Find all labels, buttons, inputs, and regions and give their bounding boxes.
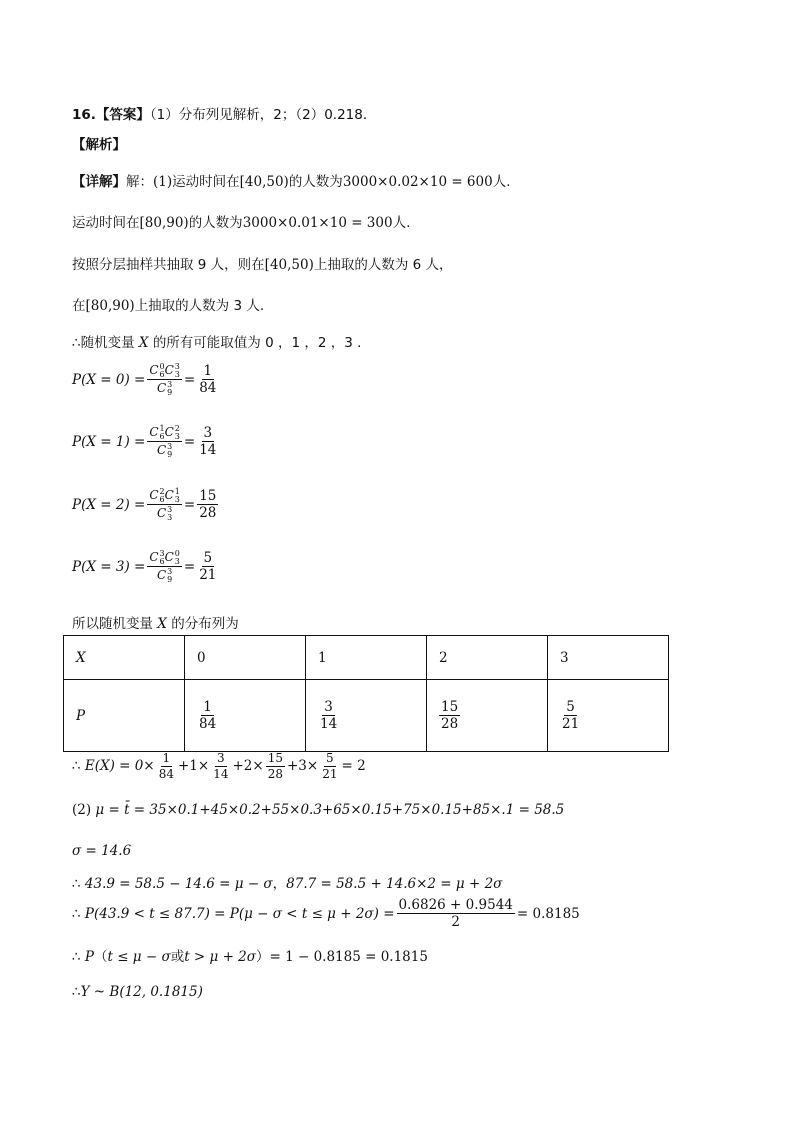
therefore-symbol: ∴ bbox=[72, 876, 81, 892]
table-cell: 1 bbox=[306, 636, 427, 680]
therefore-symbol: ∴ bbox=[72, 984, 81, 1000]
table-cell: $\frac{3}{14}$ bbox=[306, 680, 427, 752]
part2-line bbox=[72, 802, 564, 818]
line5-text-2: 的所有可能取值为 0 ，1 ，2 ，3 . bbox=[152, 335, 362, 351]
interval-40-50: [40,50) bbox=[264, 257, 314, 273]
table-cell: $\frac{5}{21}$ bbox=[548, 680, 669, 752]
prob-lhs: P(X = 3) = bbox=[72, 558, 146, 575]
calc-300: 3000×0.01×10 = 300 bbox=[242, 215, 393, 231]
line4-text-1: 在 bbox=[72, 298, 86, 314]
equals: = bbox=[183, 496, 196, 513]
distribution-intro bbox=[72, 612, 239, 632]
part1-marker: (1) bbox=[153, 174, 173, 190]
comb-fraction: C 0 6 C 3 3 C 3 9 bbox=[149, 362, 180, 397]
analysis-label: 【解析】 bbox=[72, 137, 126, 153]
detail-text-3: 人. bbox=[492, 174, 511, 190]
interval-80-90: [80,90) bbox=[139, 215, 189, 231]
line2-text-3: 人. bbox=[392, 215, 411, 231]
table-cell: $\frac{15}{28}$ bbox=[427, 680, 548, 752]
result-fraction: $\frac{15}{28}$ bbox=[199, 488, 217, 522]
table-cell: 0 bbox=[185, 636, 306, 680]
prob-complement-result: = 1 − 0.8185 = 0.1815 bbox=[269, 949, 428, 965]
detail-text-2: 的人数为 bbox=[288, 174, 343, 190]
detail-label: 【详解】 bbox=[72, 174, 126, 190]
prob-complement-line: ∴ P（t ≤ μ − σ或t > μ + 2σ）= 1 − 0.8185 = 0.1815 bbox=[72, 949, 428, 965]
therefore-symbol: ∴ bbox=[72, 758, 81, 775]
detail-line-3 bbox=[72, 253, 453, 273]
dist-intro-text-2: 的分布列为 bbox=[171, 616, 239, 632]
prob-interval-lhs: P(43.9 < t ≤ 87.7) = P(μ − σ < t ≤ μ + 2σ) = bbox=[84, 905, 395, 922]
upper-bound: 87.7 = 58.5 + 14.6×2 = μ + 2σ bbox=[286, 876, 503, 892]
result-fraction: $\frac{5}{21}$ bbox=[199, 550, 217, 584]
detail-text-1: 运动时间在 bbox=[172, 174, 240, 190]
line2-text-1: 运动时间在 bbox=[72, 215, 140, 231]
prob-eq-0 bbox=[72, 363, 220, 396]
line3-text-1: 按照分层抽样共抽取 9 人，则在 bbox=[72, 257, 265, 273]
prob-eq-3 bbox=[72, 550, 220, 583]
binomial-line bbox=[72, 984, 203, 1000]
equals: = bbox=[183, 558, 196, 575]
detail-prefix: 解： bbox=[126, 174, 153, 190]
equals: = bbox=[183, 433, 196, 450]
therefore-symbol: ∴ bbox=[72, 335, 81, 351]
lower-bound: 43.9 = 58.5 − 14.6 = μ − σ bbox=[84, 876, 273, 892]
detail-line-4 bbox=[72, 294, 264, 314]
line3-text-2: 上抽取的人数为 6 人， bbox=[313, 257, 453, 273]
answer-line bbox=[72, 103, 376, 123]
answer-label: 16.【答案】 bbox=[72, 107, 150, 123]
therefore-symbol: ∴ bbox=[72, 949, 81, 965]
answer-text: （1）分布列见解析，2；（2）0.218． bbox=[149, 107, 377, 123]
prob-lhs: P(X = 0) = bbox=[72, 371, 146, 388]
line5-text-1: 随机变量 bbox=[80, 335, 135, 351]
variable-x: X bbox=[138, 335, 149, 351]
result-fraction: $\frac{3}{14}$ bbox=[199, 425, 217, 459]
prob-interval-result: = 0.8185 bbox=[516, 905, 580, 922]
calc-600: 3000×0.02×10 = 600 bbox=[342, 174, 493, 190]
detail-line-1 bbox=[72, 170, 511, 190]
table-cell: $\frac{1}{84}$ bbox=[185, 680, 306, 752]
comb-fraction: C 2 6 C 1 3 C 3 3 bbox=[149, 487, 180, 522]
expectation-line: ∴ E(X) = 0× $\frac{1}{84}$ +1× $\frac{3}{14}$ +2× $\frac{15}{28}$ +3× $\frac{5}{21}$ = 2 bbox=[72, 751, 366, 781]
bounds-line: ∴ 43.9 = 58.5 − 14.6 = μ − σ，87.7 = 58.5 + 14.6×2 = μ + 2σ bbox=[72, 876, 503, 892]
distribution-table bbox=[63, 635, 669, 752]
detail-line-2 bbox=[72, 211, 410, 231]
line2-text-2: 的人数为 bbox=[188, 215, 243, 231]
prob-lhs: P(X = 2) = bbox=[72, 496, 146, 513]
mean-formula: μ = t̄ = 35×0.1+45×0.2+55×0.3+65×0.15+75×0.15+85×.1 = 58.5 bbox=[95, 802, 565, 818]
table-row bbox=[64, 636, 669, 680]
equals: = bbox=[183, 371, 196, 388]
prob-lhs: P(X = 1) = bbox=[72, 433, 146, 450]
expectation-lhs: E(X) = 0× bbox=[84, 758, 155, 775]
sigma-line: σ = 14.6 bbox=[72, 843, 132, 859]
table-cell: 3 bbox=[548, 636, 669, 680]
detail-line-5 bbox=[72, 331, 361, 351]
binomial-expression: Y ~ B(12, 0.1815) bbox=[80, 984, 203, 1000]
therefore-symbol: ∴ bbox=[72, 905, 81, 922]
interval-80-90: [80,90) bbox=[85, 298, 135, 314]
prob-eq-1 bbox=[72, 425, 220, 458]
table-cell: 2 bbox=[427, 636, 548, 680]
interval-40-50: [40,50) bbox=[239, 174, 289, 190]
table-row bbox=[64, 680, 669, 752]
dist-intro-text-1: 所以随机变量 bbox=[72, 616, 153, 632]
expectation-result: = 2 bbox=[341, 758, 366, 775]
line4-text-2: 上抽取的人数为 3 人. bbox=[134, 298, 265, 314]
comb-fraction: C 1 6 C 2 3 C 3 9 bbox=[149, 424, 180, 459]
comb-fraction: C 3 6 C 0 3 C 3 9 bbox=[149, 549, 180, 584]
prob-eq-2 bbox=[72, 488, 220, 521]
result-fraction: $\frac{1}{84}$ bbox=[199, 363, 217, 397]
variable-x: X bbox=[157, 616, 167, 632]
part2-marker: (2) bbox=[72, 802, 92, 818]
table-cell: P bbox=[64, 680, 185, 752]
table-cell: X bbox=[64, 636, 185, 680]
prob-interval-line: ∴ P(43.9 < t ≤ 87.7) = P(μ − σ < t ≤ μ + 2σ) = $\frac{0.6826 + 0.9544}{2}$ = 0.8185 bbox=[72, 897, 580, 931]
